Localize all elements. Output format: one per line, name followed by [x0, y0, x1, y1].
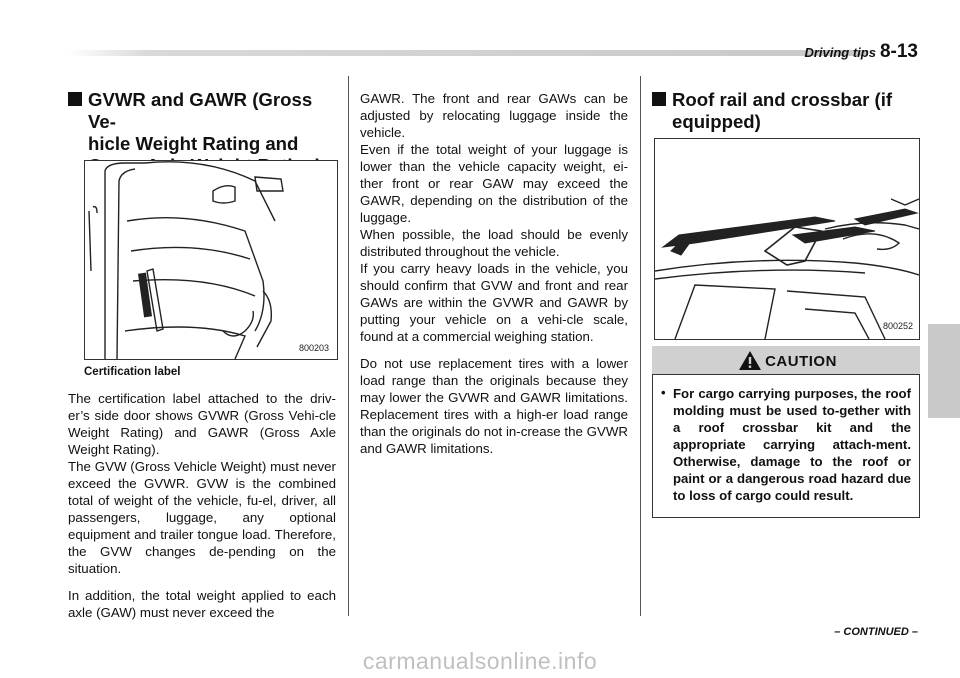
door-illustration	[85, 161, 337, 359]
paragraph: When possible, the load should be evenly distributed throughout the vehicle.	[360, 227, 628, 259]
figure-code: 800252	[882, 321, 913, 331]
paragraph: Do not use replacement tires with a lower load range than the originals because they may lower the GVWR and GAWR limitations. Replacement tires with a high-er load range than the originals do not in-crease the GVWR and GAWR limitations.	[360, 356, 628, 456]
column-2	[360, 90, 628, 457]
header-rule	[68, 50, 868, 56]
site-watermark: carmanualsonline.info	[362, 648, 598, 674]
page-header	[804, 41, 918, 63]
heading-line: hicle Weight Rating and	[88, 133, 299, 154]
page-number: 8-13	[879, 41, 918, 62]
caution-box	[652, 374, 920, 518]
paragraph: Even if the total weight of your luggage is lower than the vehicle capacity weight, ei-ther front or rear GAW may exceed the GAWR, depending on the distribution of the luggage.	[360, 142, 628, 225]
square-bullet-icon	[68, 92, 82, 106]
heading-line: GVWR and GAWR (Gross Ve-	[88, 89, 313, 132]
chapter-tab	[928, 324, 960, 418]
caution-text: For cargo carrying purposes, the roof molding must be used to-gether with a roof crossbar kit and the appropriate carrying attach-ment. Otherwise, damage to the roof or paint or a dangerous road hazard due to loss of cargo could result.	[673, 386, 911, 503]
column-divider	[348, 76, 349, 616]
column-1-body	[68, 390, 336, 621]
section-heading-roof-rail	[652, 89, 920, 133]
section-title: Driving tips	[804, 45, 876, 60]
paragraph: If you carry heavy loads in the vehicle, you should confirm that GVW and front and rear GAWs are within the GVWR and GAWR by putting your vehicle on a vehi-cle scale, found at a commercial weighing station.	[360, 261, 628, 344]
figure-caption: Certification label	[84, 366, 181, 378]
heading-line: Roof rail and crossbar (if	[672, 89, 893, 110]
continued-marker: – CONTINUED –	[834, 626, 918, 638]
figure-roof-rail	[654, 138, 920, 340]
figure-certification-label	[84, 160, 338, 360]
column-divider	[640, 76, 641, 616]
heading-line: equipped)	[672, 111, 761, 132]
column-3	[652, 89, 920, 133]
paragraph: The GVW (Gross Vehicle Weight) must never exceed the GVWR. GVW is the combined total of weight of the vehicle, fu-el, driver, all passengers, luggage, any optional equipment and trailer tongue load. Therefore, the GVW changes de-pending on the situation.	[68, 459, 336, 576]
square-bullet-icon	[652, 92, 666, 106]
roof-rail-illustration	[655, 139, 919, 339]
paragraph: In addition, the total weight applied to each axle (GAW) must never exceed the	[68, 588, 336, 620]
caution-banner	[652, 346, 920, 374]
caution-title: CAUTION	[765, 353, 837, 370]
bullet-dot-icon: •	[661, 385, 666, 400]
figure-code: 800203	[298, 343, 329, 353]
paragraph: GAWR. The front and rear GAWs can be adjusted by relocating luggage inside the vehicle.	[360, 91, 628, 140]
paragraph: The certification label attached to the driv-er’s side door shows GVWR (Gross Vehi-cle Weight Rating) and GAWR (Gross Axle Weight Rating).	[68, 391, 336, 457]
